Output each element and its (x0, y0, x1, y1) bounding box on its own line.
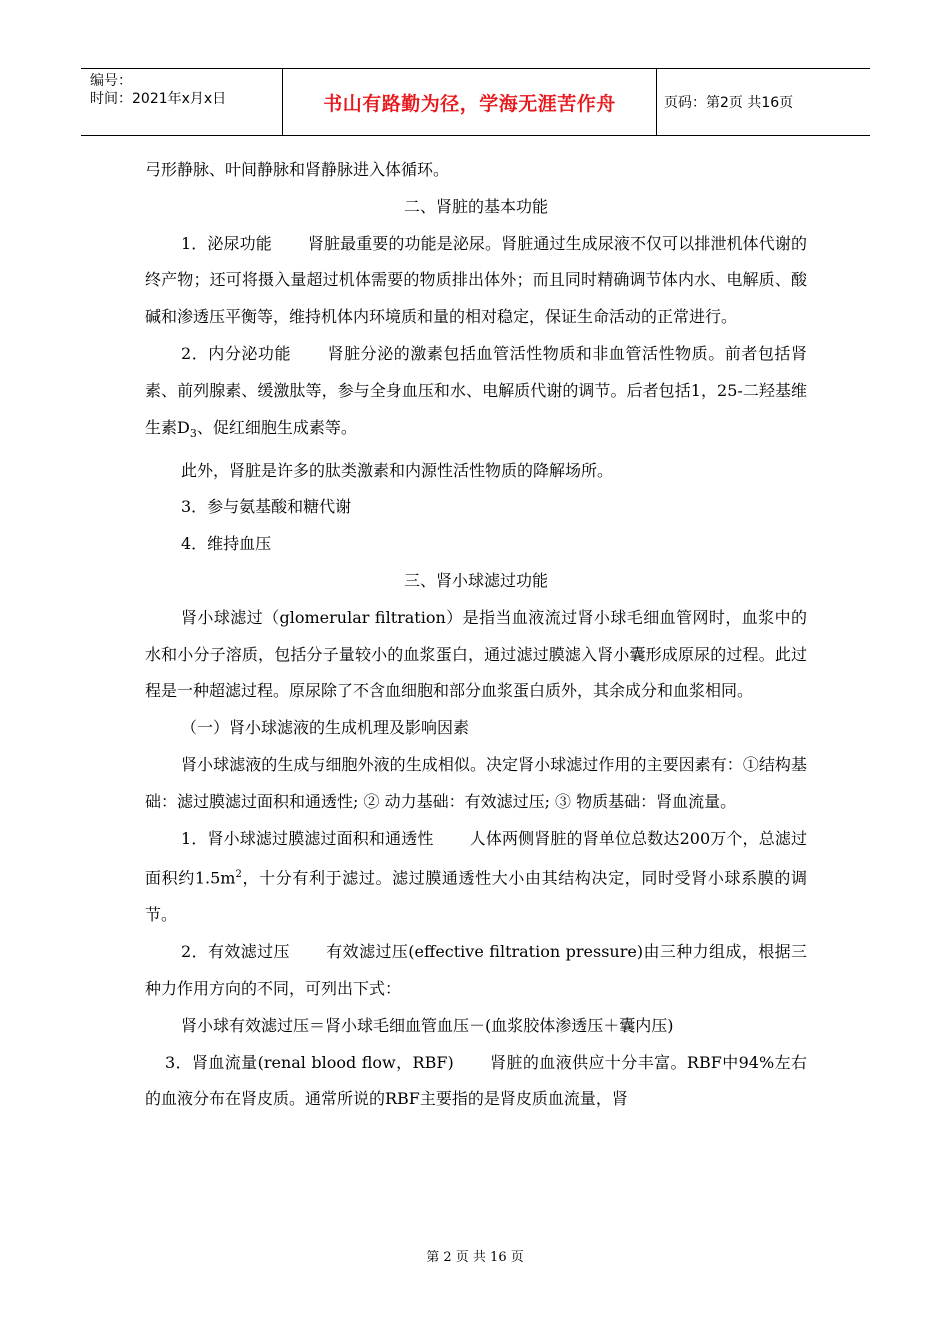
paragraph: 3．参与氨基酸和糖代谢 (181, 497, 352, 517)
header-motto: 书山有路勤为径，学海无涯苦作舟 (323, 92, 616, 115)
paragraph: 肾小球滤液的生成与细胞外液的生成相似。决定肾小球滤过作用的主要因素有：①结构基础：滤过膜滤过面积和通透性; ② 动力基础：有效滤过压; ③ 物质基础：肾血流量。 (145, 754, 807, 811)
header-number-label: 编号： (90, 73, 132, 89)
item-lead: 1．肾小球滤过膜滤过面积和通透性 (181, 828, 434, 848)
item-text: 肾脏的血液供应十分丰富。RBF中94%左右的血液分布在肾皮质。通常所说的RBF主要指的是肾皮质血流量，肾 (145, 1052, 807, 1109)
page-footer: 第 2 页 共 16 页 (426, 1250, 524, 1265)
header-page-info: 页码：第2页 共16页 (664, 95, 794, 111)
item-text: 有效滤过压(effective filtration pressure)由三种力组成，根据三种力作用方向的不同，可列出下式： (145, 942, 807, 999)
paragraph (145, 934, 807, 1008)
header-meta (81, 69, 282, 135)
item-text: 肾脏分泌的激素包括血管活性物质和非血管活性物质。前者包括肾素、前列腺素、缓激肽等，参与全身血压和水、电解质代谢的调节。后者包括1，25-二羟基维生素D (145, 343, 807, 437)
formula: 肾小球有效滤过压＝肾小球毛细血管血压－(血浆胶体渗透压＋囊内压) (181, 1015, 674, 1035)
subsection-heading: （一）肾小球滤液的生成机理及影响因素 (181, 718, 470, 738)
page-header (81, 68, 870, 136)
paragraph (145, 336, 807, 453)
paragraph: 肾小球滤过（glomerular filtration）是指当血液流过肾小球毛细血管网时，血浆中的水和小分子溶质，包括分子量较小的血浆蛋白，通过滤过膜滤入肾小囊形成原尿的过程。此过程是一种超滤过程。原尿除了不含血细胞和部分血浆蛋白质外，其余成分和血浆相同。 (145, 607, 807, 701)
header-time-label: 时间：2021年x月x日 (90, 91, 227, 107)
item-tail: 、促红细胞生成素等。 (196, 417, 357, 437)
paragraph (145, 821, 807, 935)
item-lead: 2．有效滤过压 (181, 942, 290, 962)
section-heading: 三、肾小球滤过功能 (403, 570, 548, 590)
item-lead: 3．肾血流量(renal blood flow，RBF) (165, 1052, 454, 1072)
header-motto-cell (282, 69, 657, 135)
superscript: 2 (235, 869, 242, 881)
item-lead: 1．泌尿功能 (181, 233, 272, 253)
document-body (145, 152, 807, 1118)
paragraph: 4．维持血压 (181, 534, 272, 554)
section-heading: 二、肾脏的基本功能 (403, 196, 548, 216)
paragraph: 弓形静脉、叶间静脉和肾静脉进入体循环。 (145, 160, 450, 179)
item-tail: ，十分有利于滤过。滤过膜通透性大小由其结构决定，同时受肾小球系膜的调节。 (145, 868, 807, 925)
paragraph: 此外，肾脏是许多的肽类激素和内源性活性物质的降解场所。 (181, 460, 614, 480)
subscript: 3 (189, 426, 197, 440)
paragraph (145, 226, 807, 336)
item-text: 肾脏最重要的功能是泌尿。肾脏通过生成尿液不仅可以排泄机体代谢的终产物；还可将摄入量超过机体需要的物质排出体外；而且同时精确调节体内水、电解质、酸碱和渗透压平衡等，维持机体内环境质和量的相对稳定，保证生命活动的正常进行。 (145, 233, 807, 327)
item-lead: 2．内分泌功能 (181, 343, 292, 363)
item-text: 人体两侧肾脏的肾单位总数达200万个，总滤过面积约1.5m (145, 828, 807, 888)
paragraph (145, 1045, 807, 1119)
